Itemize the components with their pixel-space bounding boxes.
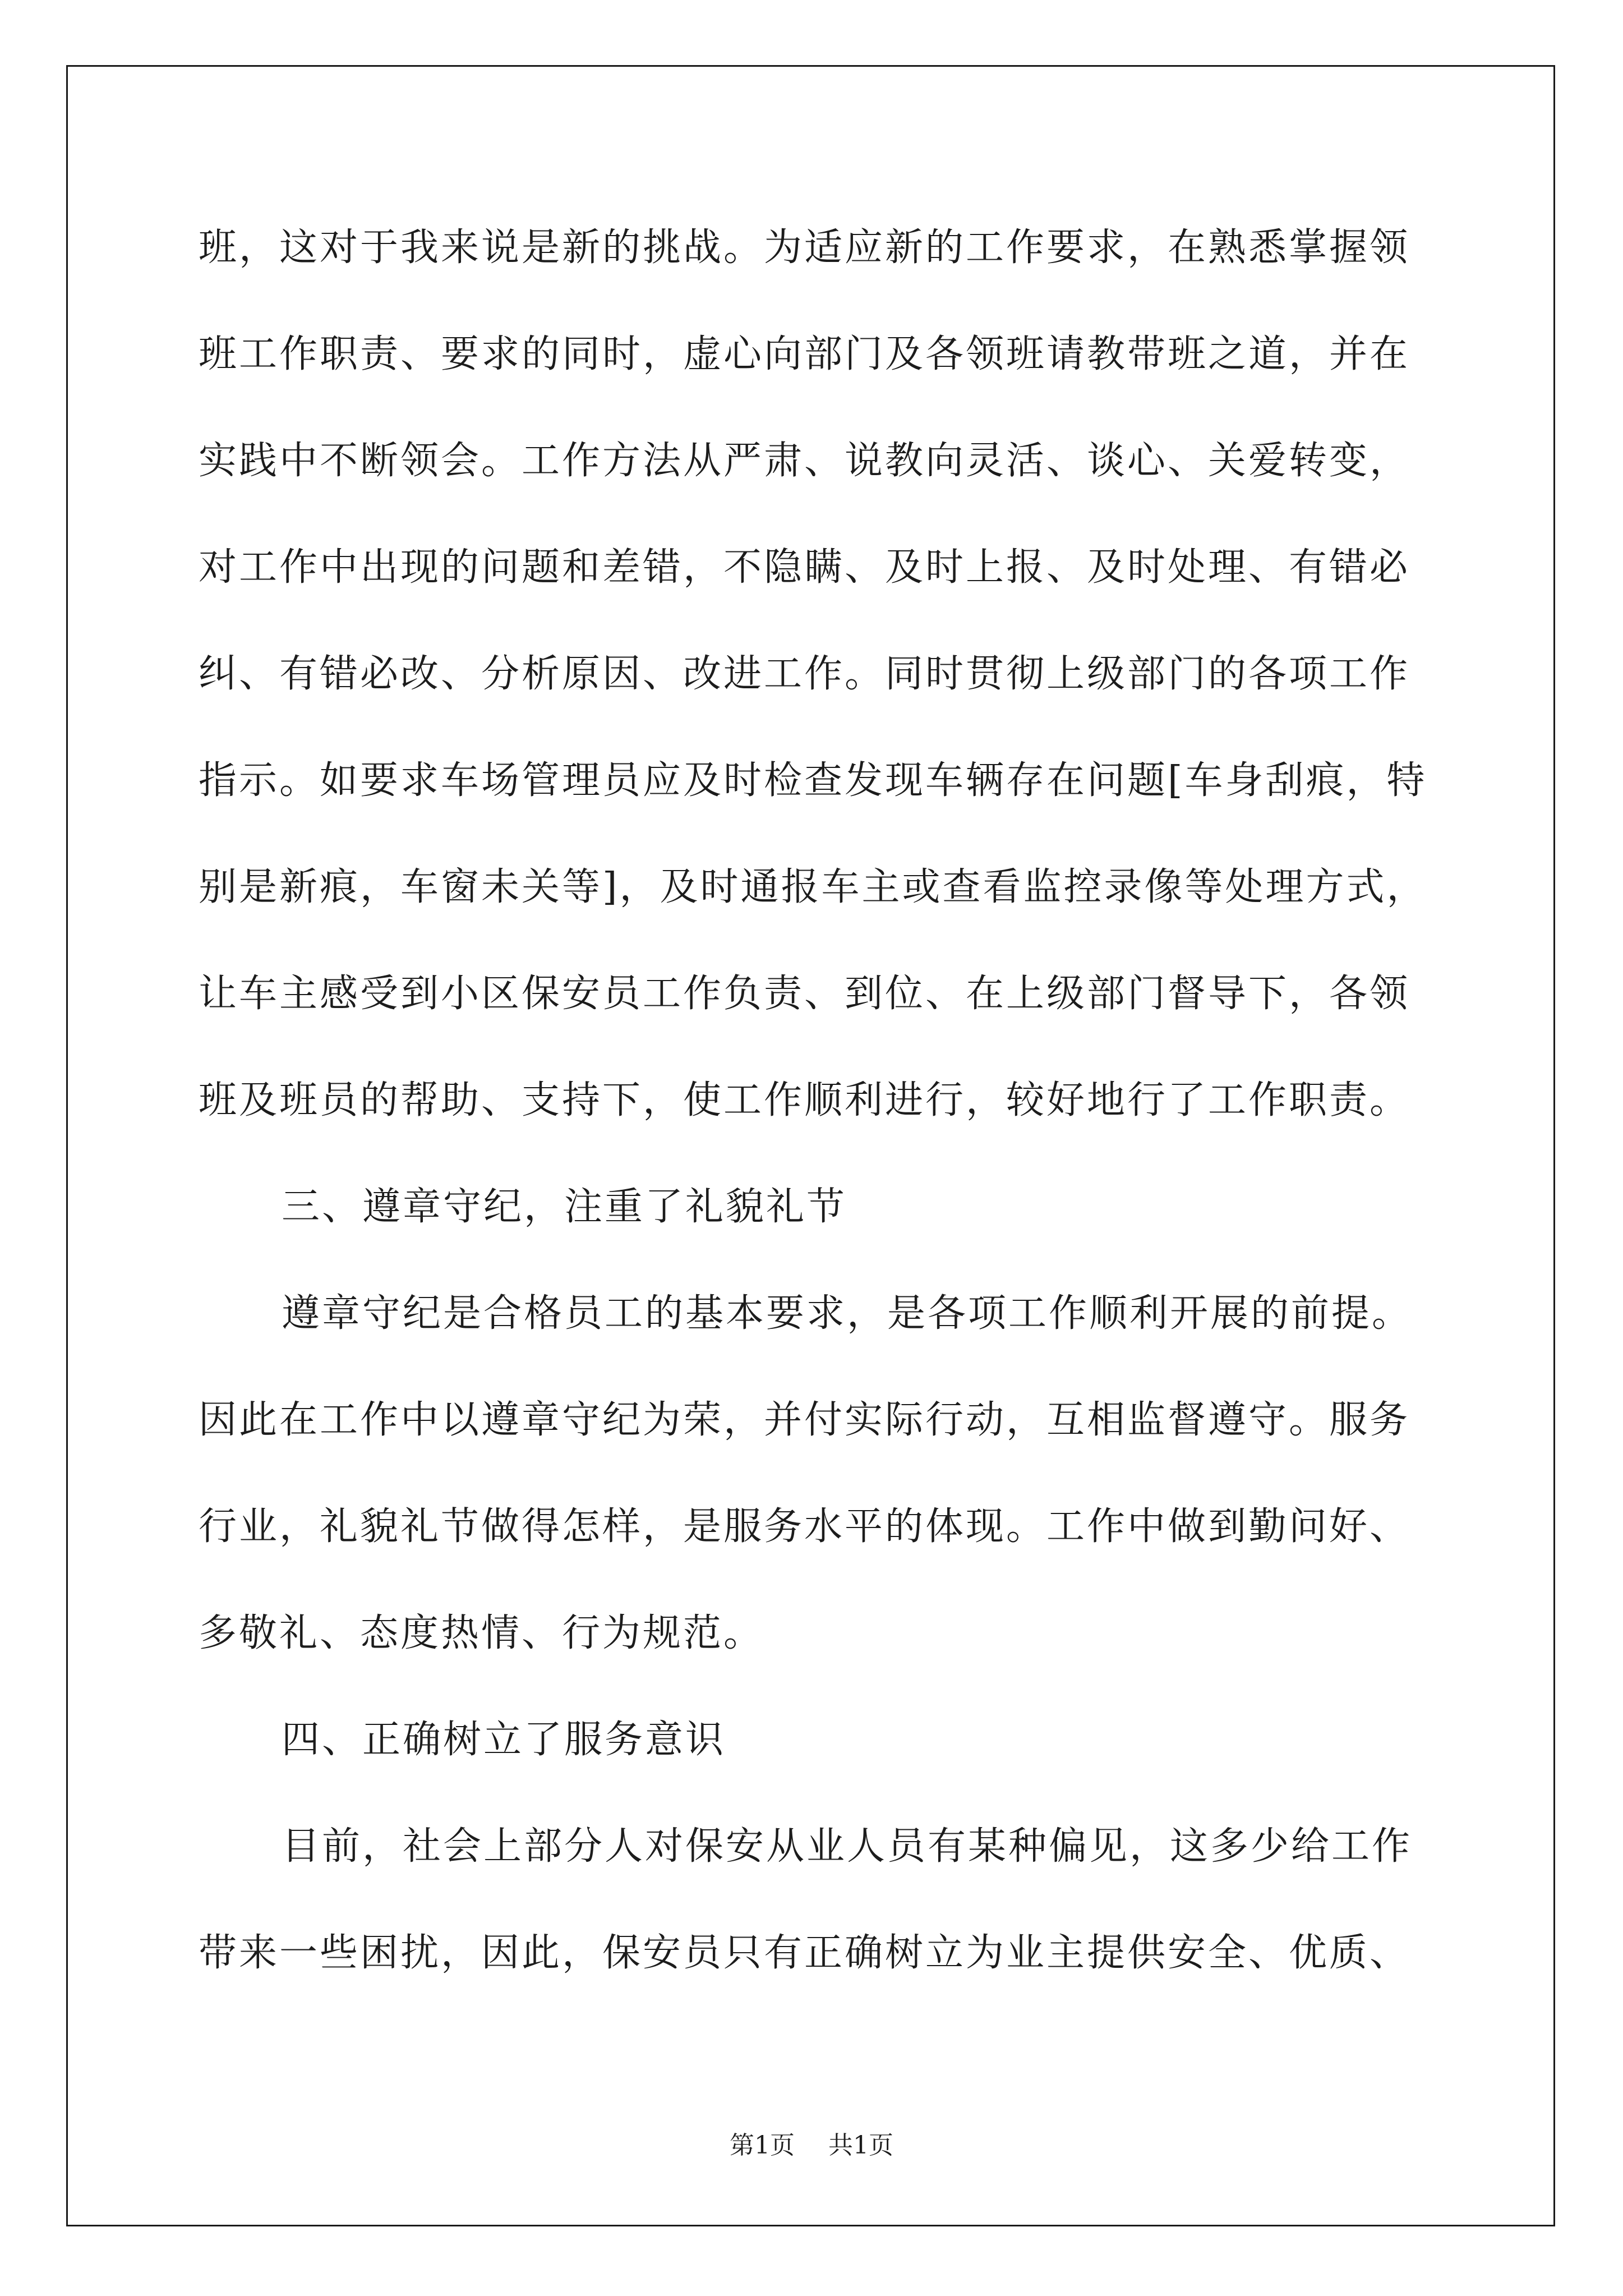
text-line: 因此在工作中以遵章守纪为荣，并付实际行动，互相监督遵守。服务: [199, 1398, 1410, 1442]
page-total: 共1页: [828, 2131, 893, 2160]
section-heading: 四、正确树立了服务意识: [282, 1718, 726, 1762]
text-line: 多敬礼、态度热情、行为规范。: [199, 1611, 764, 1655]
page-border: [66, 65, 1555, 2226]
text-line: 对工作中出现的问题和差错，不隐瞒、及时上报、及时处理、有错必: [199, 545, 1410, 590]
text-line: 别是新痕，车窗未关等]，及时通报车主或查看监控录像等处理方式，: [199, 865, 1427, 909]
page-number: 第1页: [730, 2131, 795, 2160]
text-line: 班，这对于我来说是新的挑战。为适应新的工作要求，在熟悉掌握领: [199, 226, 1410, 270]
text-line: 行业，礼貌礼节做得怎样，是服务水平的体现。工作中做到勤问好、: [199, 1504, 1410, 1549]
text-line: 班工作职责、要求的同时，虚心向部门及各领班请教带班之道，并在: [199, 332, 1410, 376]
text-line: 实践中不断领会。工作方法从严肃、说教向灵活、谈心、关爱转变，: [199, 439, 1410, 483]
page-footer: [0, 2129, 1623, 2162]
text-line: 指示。如要求车场管理员应及时检查发现车辆存在问题[车身刮痕，特: [199, 758, 1427, 803]
text-line: 目前，社会上部分人对保安从业人员有某种偏见，这多少给工作: [282, 1824, 1413, 1869]
text-line: 带来一些困扰，因此，保安员只有正确树立为业主提供安全、优质、: [199, 1931, 1410, 1975]
text-line: 让车主感受到小区保安员工作负责、到位、在上级部门督导下，各领: [199, 972, 1410, 1016]
text-line: 班及班员的帮助、支持下，使工作顺利进行，较好地行了工作职责。: [199, 1078, 1410, 1122]
text-line: 遵章守纪是合格员工的基本要求，是各项工作顺利开展的前提。: [282, 1291, 1413, 1336]
text-line: 纠、有错必改、分析原因、改进工作。同时贯彻上级部门的各项工作: [199, 652, 1410, 696]
section-heading: 三、遵章守纪，注重了礼貌礼节: [282, 1185, 847, 1229]
